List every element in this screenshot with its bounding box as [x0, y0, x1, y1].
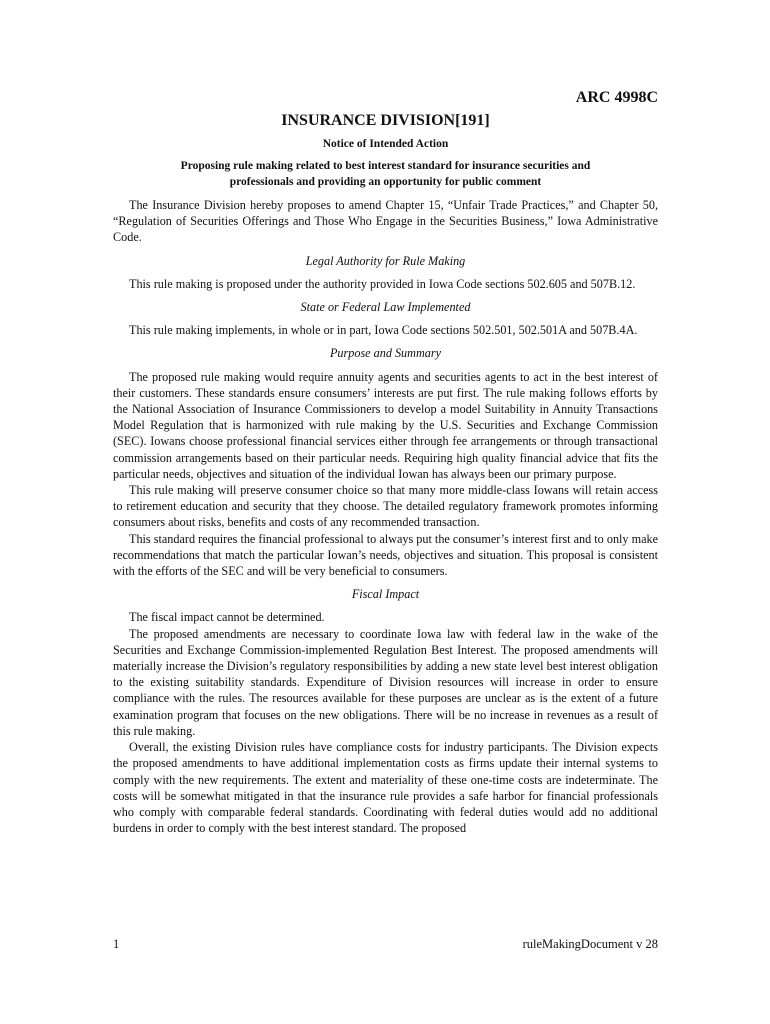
page-number: 1 — [113, 937, 120, 951]
law-implemented-paragraph: This rule making implements, in whole or in part, Iowa Code sections 502.501, 502.501A and 507B.4A. — [129, 323, 638, 338]
intro-paragraph: The Insurance Division hereby proposes to amend Chapter 15, “Unfair Trade Practices,” and Chapter 50, “Regulation of Securities Offerings and Those Who Engage in the Securities Business,” Iowa Administrative Code. — [113, 198, 658, 245]
page-footer — [113, 936, 658, 952]
notice-subject: Proposing rule making related to best interest standard for insurance securities and professionals and providing an opportunity for public comment — [180, 160, 591, 188]
fiscal-paragraph-2: The proposed amendments are necessary to coordinate Iowa law with federal law in the wake of the Securities and Exchange Commission-implemented Regulation Best Interest. The proposed amendments will materially increase the Division’s regulatory responsibilities by adding a new state level best interest obligation to the existing suitability standards. Expenditure of Division resources will increase in order to ensure compliance with the rules. The resources available for these purposes are unclear as is the extent of a future examination program that focuses on the new obligations. There will be no increase in revenues as a result of this rule making. — [113, 626, 658, 738]
purpose-paragraph-1: The proposed rule making would require annuity agents and securities agents to act in the best interest of their customers. These standards ensure consumers’ interests are put first. The rule making follows efforts by the National Association of Insurance Commissioners to develop a model Suitability in Annuity Transactions Model Regulation that is harmonized with rule making by the U.S. Securities and Exchange Commission (SEC). Iowans choose professional financial services either through fee arrangements or through transactional commission arrangements based on their particular needs. Requiring high quality financial advice that fits the particular needs, objectives and situation of the individual Iowan has always been our primary purpose. — [113, 369, 658, 481]
fiscal-impact-heading: Fiscal Impact — [351, 587, 420, 602]
law-implemented-heading: State or Federal Law Implemented — [300, 300, 471, 315]
agency-title: INSURANCE DIVISION[191] — [281, 112, 490, 129]
arc-number: ARC 4998C — [575, 89, 658, 106]
legal-authority-paragraph: This rule making is proposed under the authority provided in Iowa Code sections 502.605 and 507B.12. — [129, 276, 636, 291]
document-version: ruleMakingDocument v 28 — [522, 937, 658, 951]
purpose-paragraph-3: This standard requires the financial professional to always put the consumer’s interest first and to only make recommendations that match the particular Iowan’s needs, objectives and situation. This proposal is consistent with the efforts of the SEC and will be very beneficial to consumers. — [113, 531, 658, 579]
legal-authority-heading: Legal Authority for Rule Making — [305, 253, 466, 268]
purpose-heading: Purpose and Summary — [329, 346, 442, 361]
purpose-paragraph-2: This rule making will preserve consumer choice so that many more middle-class Iowans will retain access to retirement education and security that they choose. The detailed regulatory framework promotes informing consumers about risks, benefits and costs of any recommended transaction. — [113, 483, 658, 530]
fiscal-paragraph-3: Overall, the existing Division rules have compliance costs for industry participants. The Division expects the proposed amendments to have additional implementation costs as firms update their internal systems to comply with the new requirements. The extent and materiality of these one-time costs are indeterminate. The costs will be somewhat mitigated in that the insurance rule provides a safe harbor for financial professionals who comply with comparable federal standards. Coordinating with federal duties would add no additional burdens in order to comply with the best interest standard. The proposed — [113, 740, 658, 836]
fiscal-paragraph-1: The fiscal impact cannot be determined. — [129, 610, 325, 625]
notice-type: Notice of Intended Action — [322, 138, 449, 150]
document-body — [113, 88, 658, 836]
